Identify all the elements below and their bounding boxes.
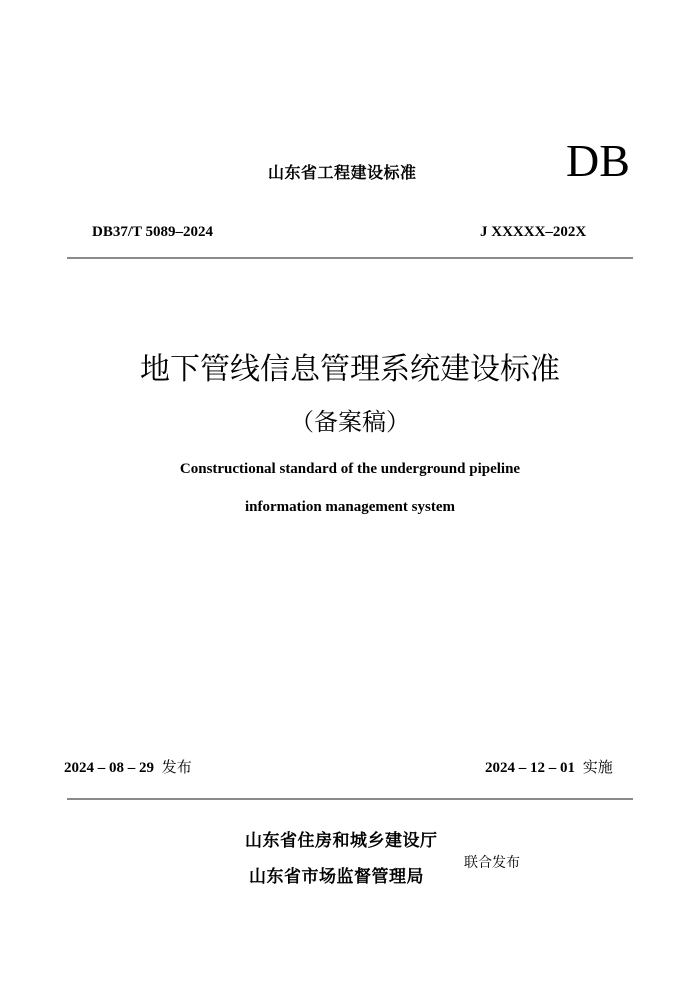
standard-category: 山东省工程建设标准 [268,163,417,182]
joint-publish-label: 联合发布 [464,855,520,871]
title-english-line2: information management system [245,499,455,515]
title-subtitle: （备案稿） [290,408,410,436]
issuer-market-regulation: 山东省市场监督管理局 [249,867,424,887]
implement-label: 实施 [582,758,613,776]
publish-label: 发布 [161,758,192,776]
record-number: J XXXXX–202X [480,224,587,240]
implement-date: 2024 – 12 – 01 [485,760,575,776]
title-english-line1: Constructional standard of the underground pipeline [179,461,521,477]
bottom-divider [67,798,633,800]
implement-date-block [485,756,613,777]
publish-date: 2024 – 08 – 29 [64,760,154,776]
top-divider [67,257,633,259]
title-chinese: 地下管线信息管理系统建设标准 [140,352,560,387]
issuer-housing-dept: 山东省住房和城乡建设厅 [245,831,438,851]
publish-date-block [64,756,192,777]
standard-number: DB37/T 5089–2024 [92,224,213,240]
db-logo: DB [566,135,630,186]
